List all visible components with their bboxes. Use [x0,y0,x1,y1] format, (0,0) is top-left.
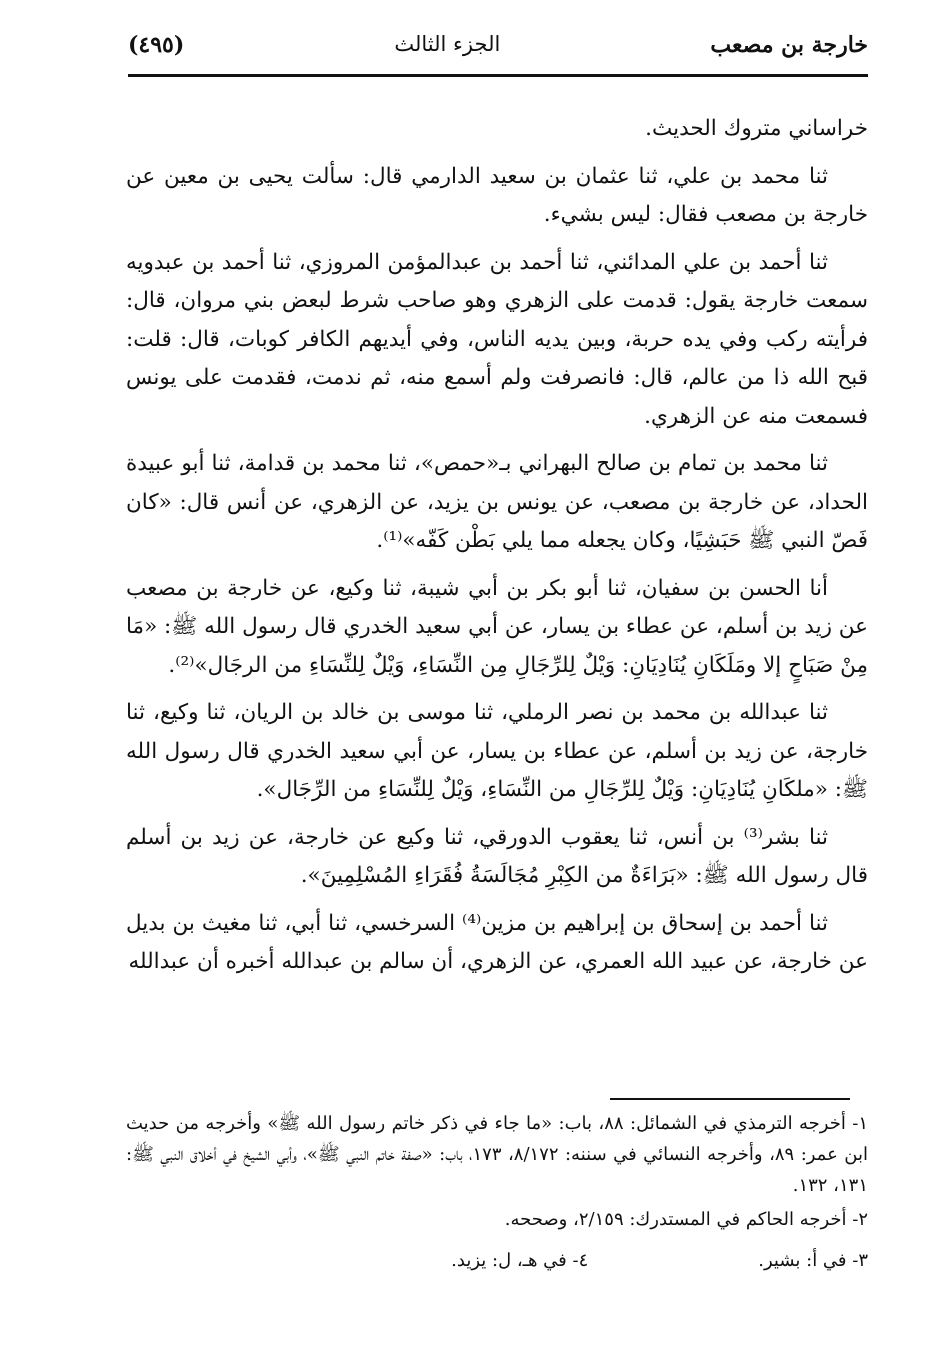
main-text [126,110,868,991]
paragraph: ثنا أحمد بن علي المدائني، ثنا أحمد بن عبدالمؤمن المروزي، ثنا أحمد بن عبدويه سمعت خارجة يقول: قدمت على الزهري وهو صاحب شرط لبعض بني مروان، قال: فرأيته ركب وفي يده حربة، وبين يديه الناس، وفي أيديهم الكافر كوبات، قال: قلت: قبح الله ذا من عالم، قال: فانصرفت ولم أسمع منه، ثم ندمت، فقدمت على يونس فسمعت منه عن الزهري. [126,249,868,429]
paragraph: خراساني متروك الحديث. [645,116,868,141]
paragraph: ثنا محمد بن تمام بن صالح البهراني بـ«حمص»، ثنا محمد بن قدامة، ثنا أبو عبيدة الحداد، عن خارجة بن مصعب، عن يونس بن يزيد، عن الزهري، عن أنس قال: «كان فَصّ النبي ﷺ حَبَشِيًا، وكان يجعله مما يلي بَطْن كَفّه»⁽¹⁾. [126,451,868,553]
footnote-3: ٣- في أ: بشير. [758,1250,868,1271]
footnote-1: ١- أخرجه الترمذي في الشمائل: ٨٨، باب: «ما جاء في ذكر خاتم رسول الله ﷺ» وأخرجه من حديث ابن عمر: ٨٩، وأخرجه النسائي في سننه: ٨/١٧٢، ١٧٣، باب: «صفة خاتم النبي ﷺ»، وأبي الشيخ في أخلاق النبي ﷺ: ١٣١، ١٣٢. [126,1113,868,1196]
footnote-2: ٢- أخرجه الحاكم في المستدرك: ٢/١٥٩، وصححه. [504,1209,868,1230]
paragraph: ثنا بشر⁽³⁾ بن أنس، ثنا يعقوب الدورقي، ثنا وكيع عن خارجة، عن زيد بن أسلم قال رسول الله ﷺ: «بَرَاءَةٌ من الكِبْرِ مُجَالَسَةُ فُقَرَاءِ المُسْلِمِينَ». [126,824,868,888]
page-header [128,24,868,77]
footnote-4: ٤- في هـ، ل: يزيد. [451,1250,589,1271]
volume-label: الجزء الثالث [394,32,501,56]
footnote-row [126,1245,868,1276]
paragraph: أنا الحسن بن سفيان، ثنا أبو بكر بن أبي شيبة، ثنا وكيع، عن خارجة بن مصعب عن زيد بن أسلم، عن عطاء بن يسار، عن أبي سعيد الخدري قال رسول الله ﷺ: «مَا مِنْ صَبَاحٍ إلا ومَلَكَانِ يُنَادِيَانِ: وَيْلٌ لِلرِّجَالِ مِن النِّسَاءِ، وَيْلٌ لِلنِّسَاءِ من الرجَال»⁽²⁾. [126,575,868,678]
paragraph: ثنا محمد بن علي، ثنا عثمان بن سعيد الدارمي قال: سألت يحيى بن معين عن خارجة بن مصعب فقال: ليس بشيء. [126,163,868,227]
page-number: (٤٩٥) [128,32,185,58]
paragraph: ثنا أحمد بن إسحاق بن إبراهيم بن مزين⁽⁴⁾ السرخسي، ثنا أبي، ثنا مغيث بن بديل عن خارجة، عن عبيد الله العمري، عن الزهري، أن سالم بن عبدالله أخبره أن عبدالله [126,910,868,974]
running-title: خارجة بن مصعب [710,32,868,58]
paragraph: ثنا عبدالله بن محمد بن نصر الرملي، ثنا موسى بن خالد بن الريان، ثنا وكيع، ثنا خارجة، عن زيد بن أسلم، عن عطاء بن يسار، عن أبي سعيد الخدري قال رسول الله ﷺ: «ملكَانِ يُنَادِيَانِ: وَيْلٌ لِلرِّجَالِ من النِّسَاءِ، وَيْلٌ لِلنِّسَاءِ من الرِّجَال». [126,700,868,802]
footnotes [126,1108,868,1276]
footnote-separator [610,1098,850,1100]
